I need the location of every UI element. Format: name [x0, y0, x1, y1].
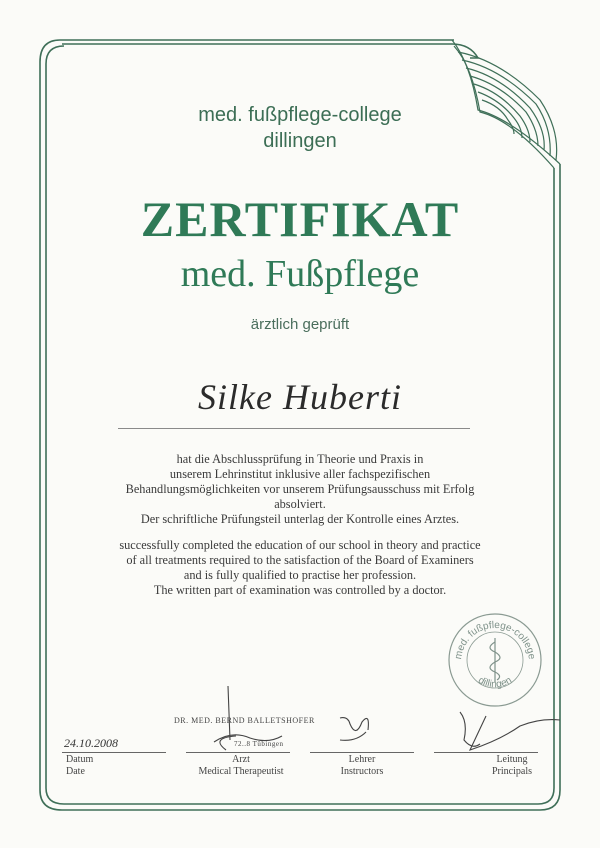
- doctor-stamp-city: 72..8 Tübingen: [234, 740, 284, 748]
- german-line: unserem Lehrinstitut inklusive aller fachspezifischen: [169, 467, 431, 481]
- college-name-line1: med. fußpflege-college: [198, 104, 402, 126]
- principal-label: [470, 754, 554, 778]
- english-line: of all treatments required to the satisfaction of the Board of Examiners: [126, 553, 474, 567]
- certificate-title: ZERTIFIKAT: [140, 191, 460, 247]
- german-line: hat die Abschlussprüfung in Theorie und Praxis in: [176, 452, 424, 466]
- date-line: [62, 752, 166, 753]
- german-line: Der schriftliche Prüfungsteil unterlag der Kontrolle eines Arztes.: [140, 512, 460, 526]
- college-name-line2: dillingen: [263, 130, 337, 152]
- doctor-label: [196, 754, 286, 778]
- doctor-label-de: Arzt: [232, 754, 250, 765]
- english-line: and is fully qualified to practise her profession.: [183, 568, 417, 582]
- certificate-subtitle: med. Fußpflege: [180, 253, 420, 295]
- recipient-underline: [118, 428, 470, 429]
- principal-label-de: Leitung: [496, 754, 528, 765]
- teacher-signature-line: [310, 752, 414, 753]
- english-line: The written part of examination was controlled by a doctor.: [153, 583, 447, 597]
- date-label-en: Date: [66, 766, 85, 777]
- principal-signature-line: [434, 752, 538, 753]
- date-value: 24.10.2008: [64, 736, 118, 750]
- certificate-tagline: ärztlich geprüft: [250, 316, 350, 333]
- english-statement: [0, 538, 600, 598]
- teacher-label-de: Lehrer: [348, 754, 376, 765]
- teacher-label: [320, 754, 404, 778]
- german-line: Behandlungsmöglichkeiten vor unserem Prüfungsausschuss mit Erfolg: [125, 482, 475, 496]
- german-statement: [0, 452, 600, 527]
- caduceus-icon: [490, 638, 500, 682]
- svg-text:dillingen: dillingen: [476, 674, 514, 691]
- german-line: absolviert.: [274, 497, 326, 511]
- date-label: [66, 754, 93, 778]
- college-seal: [447, 612, 543, 708]
- recipient-name: Silke Huberti: [198, 377, 402, 417]
- doctor-label-en: Medical Therapeutist: [198, 766, 284, 777]
- svg-text:med. fußpflege-college: med. fußpflege-college: [452, 619, 537, 661]
- college-name: [0, 102, 600, 154]
- date-label-de: Datum: [66, 754, 94, 765]
- doctor-stamp-name: DR. MED. BERND BALLETSHOFER: [174, 716, 315, 725]
- teacher-label-en: Instructors: [340, 766, 384, 777]
- doctor-signature-line: [186, 752, 290, 753]
- principal-label-en: Principals: [492, 766, 532, 777]
- english-line: successfully completed the education of our school in theory and practice: [119, 538, 481, 552]
